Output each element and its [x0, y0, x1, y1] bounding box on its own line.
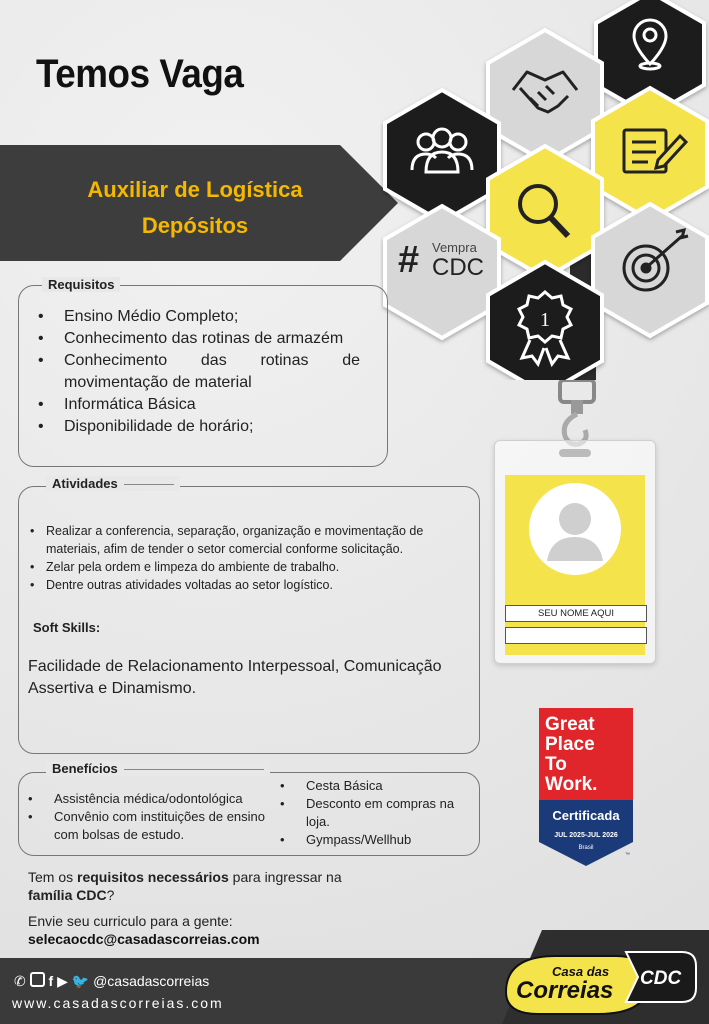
facebook-icon[interactable]: f [48, 973, 54, 989]
list-item: • Conhecimento das rotinas de movimentação de material [32, 350, 360, 394]
list-item: • Disponibilidade de horário; [32, 416, 360, 438]
casa-das-correias-logo [502, 930, 709, 1024]
list-item: • Desconto em compras na loja. [278, 795, 474, 831]
svg-text:JUL 2025-JUL 2026: JUL 2025-JUL 2026 [554, 832, 618, 839]
hex-team [385, 90, 499, 222]
svg-text:1: 1 [540, 309, 550, 331]
list-item: • Conhecimento das rotinas de armazém [32, 328, 360, 350]
hex-handshake [488, 30, 602, 162]
list-item: • Zelar pela ordem e limpeza do ambiente de trabalho. [28, 558, 474, 576]
requisitos-label: Requisitos [42, 277, 120, 292]
job-title-line1: Auxiliar de Logística [87, 177, 303, 202]
svg-text:™: ™ [625, 852, 630, 858]
youtube-icon[interactable]: ▶ [57, 973, 68, 989]
hashtag-symbol: # [398, 239, 420, 281]
social-links [14, 972, 209, 990]
svg-text:To: To [545, 754, 567, 775]
list-item: • Cesta Básica [278, 777, 474, 795]
svg-text:Brasil: Brasil [578, 845, 594, 851]
hashtag-top: Vempra [432, 240, 477, 255]
cta-send: Envie seu curriculo para a gente: [28, 913, 233, 929]
website-link[interactable]: www.casadascorreias.com [12, 995, 224, 1011]
list-item: • Dentre outras atividades voltadas ao setor logístico. [28, 576, 474, 594]
cta-question: Tem os requisitos necessários para ingressar na família CDC? [28, 869, 342, 903]
badge-slot [559, 449, 591, 457]
whatsapp-icon[interactable]: ✆ [14, 973, 26, 989]
svg-text:CDC: CDC [640, 968, 682, 989]
list-item: • Assistência médica/odontológica [26, 790, 272, 808]
beneficios-left-list [26, 790, 272, 844]
gptw-certified-badge [539, 708, 633, 868]
list-item: • Convênio com instituições de ensino com bolsas de estudo. [26, 808, 272, 844]
page-title: Temos Vaga [36, 52, 244, 96]
svg-text:Correias: Correias [516, 977, 614, 1004]
cta-email[interactable]: selecaocdc@casadascorreias.com [28, 931, 260, 947]
svg-text:Certificada: Certificada [552, 808, 620, 823]
list-item: • Informática Básica [32, 394, 360, 416]
beneficios-right-list [278, 777, 474, 849]
id-badge [494, 440, 656, 664]
instagram-icon[interactable] [30, 972, 45, 987]
list-item: • Realizar a conferencia, separação, organização e movimentação de materiais, afim de tender o setor comercial conforme solicitação. [28, 522, 474, 558]
beneficios-label: Benefícios [46, 761, 270, 776]
svg-text:Casa das: Casa das [552, 964, 610, 979]
svg-text:Work.: Work. [545, 774, 598, 795]
svg-text:Great: Great [545, 714, 595, 735]
hashtag-bottom: CDC [432, 254, 484, 281]
badge-card [505, 475, 645, 655]
atividades-label: Atividades [46, 476, 180, 491]
soft-skills-label: Soft Skills: [33, 620, 101, 635]
soft-skills-text: Facilidade de Relacionamento Interpessoal, Comunicação Assertiva e Dinamismo. [28, 658, 442, 697]
name-field: SEU NOME AQUI [505, 605, 647, 622]
hex-document [593, 88, 707, 220]
hexagon-cluster [380, 0, 709, 380]
requisitos-list [32, 306, 360, 438]
twitter-icon[interactable]: 🐦 [71, 973, 90, 989]
job-title [40, 172, 350, 244]
list-item: • Ensino Médio Completo; [32, 306, 360, 328]
atividades-list [28, 522, 474, 594]
social-handle[interactable]: @casadascorreias [93, 973, 210, 989]
avatar-icon [529, 483, 621, 575]
job-title-line2: Depósitos [141, 213, 249, 238]
svg-text:Place: Place [545, 734, 595, 755]
name-field-blank [505, 627, 647, 644]
list-item: • Gympass/Wellhub [278, 831, 474, 849]
